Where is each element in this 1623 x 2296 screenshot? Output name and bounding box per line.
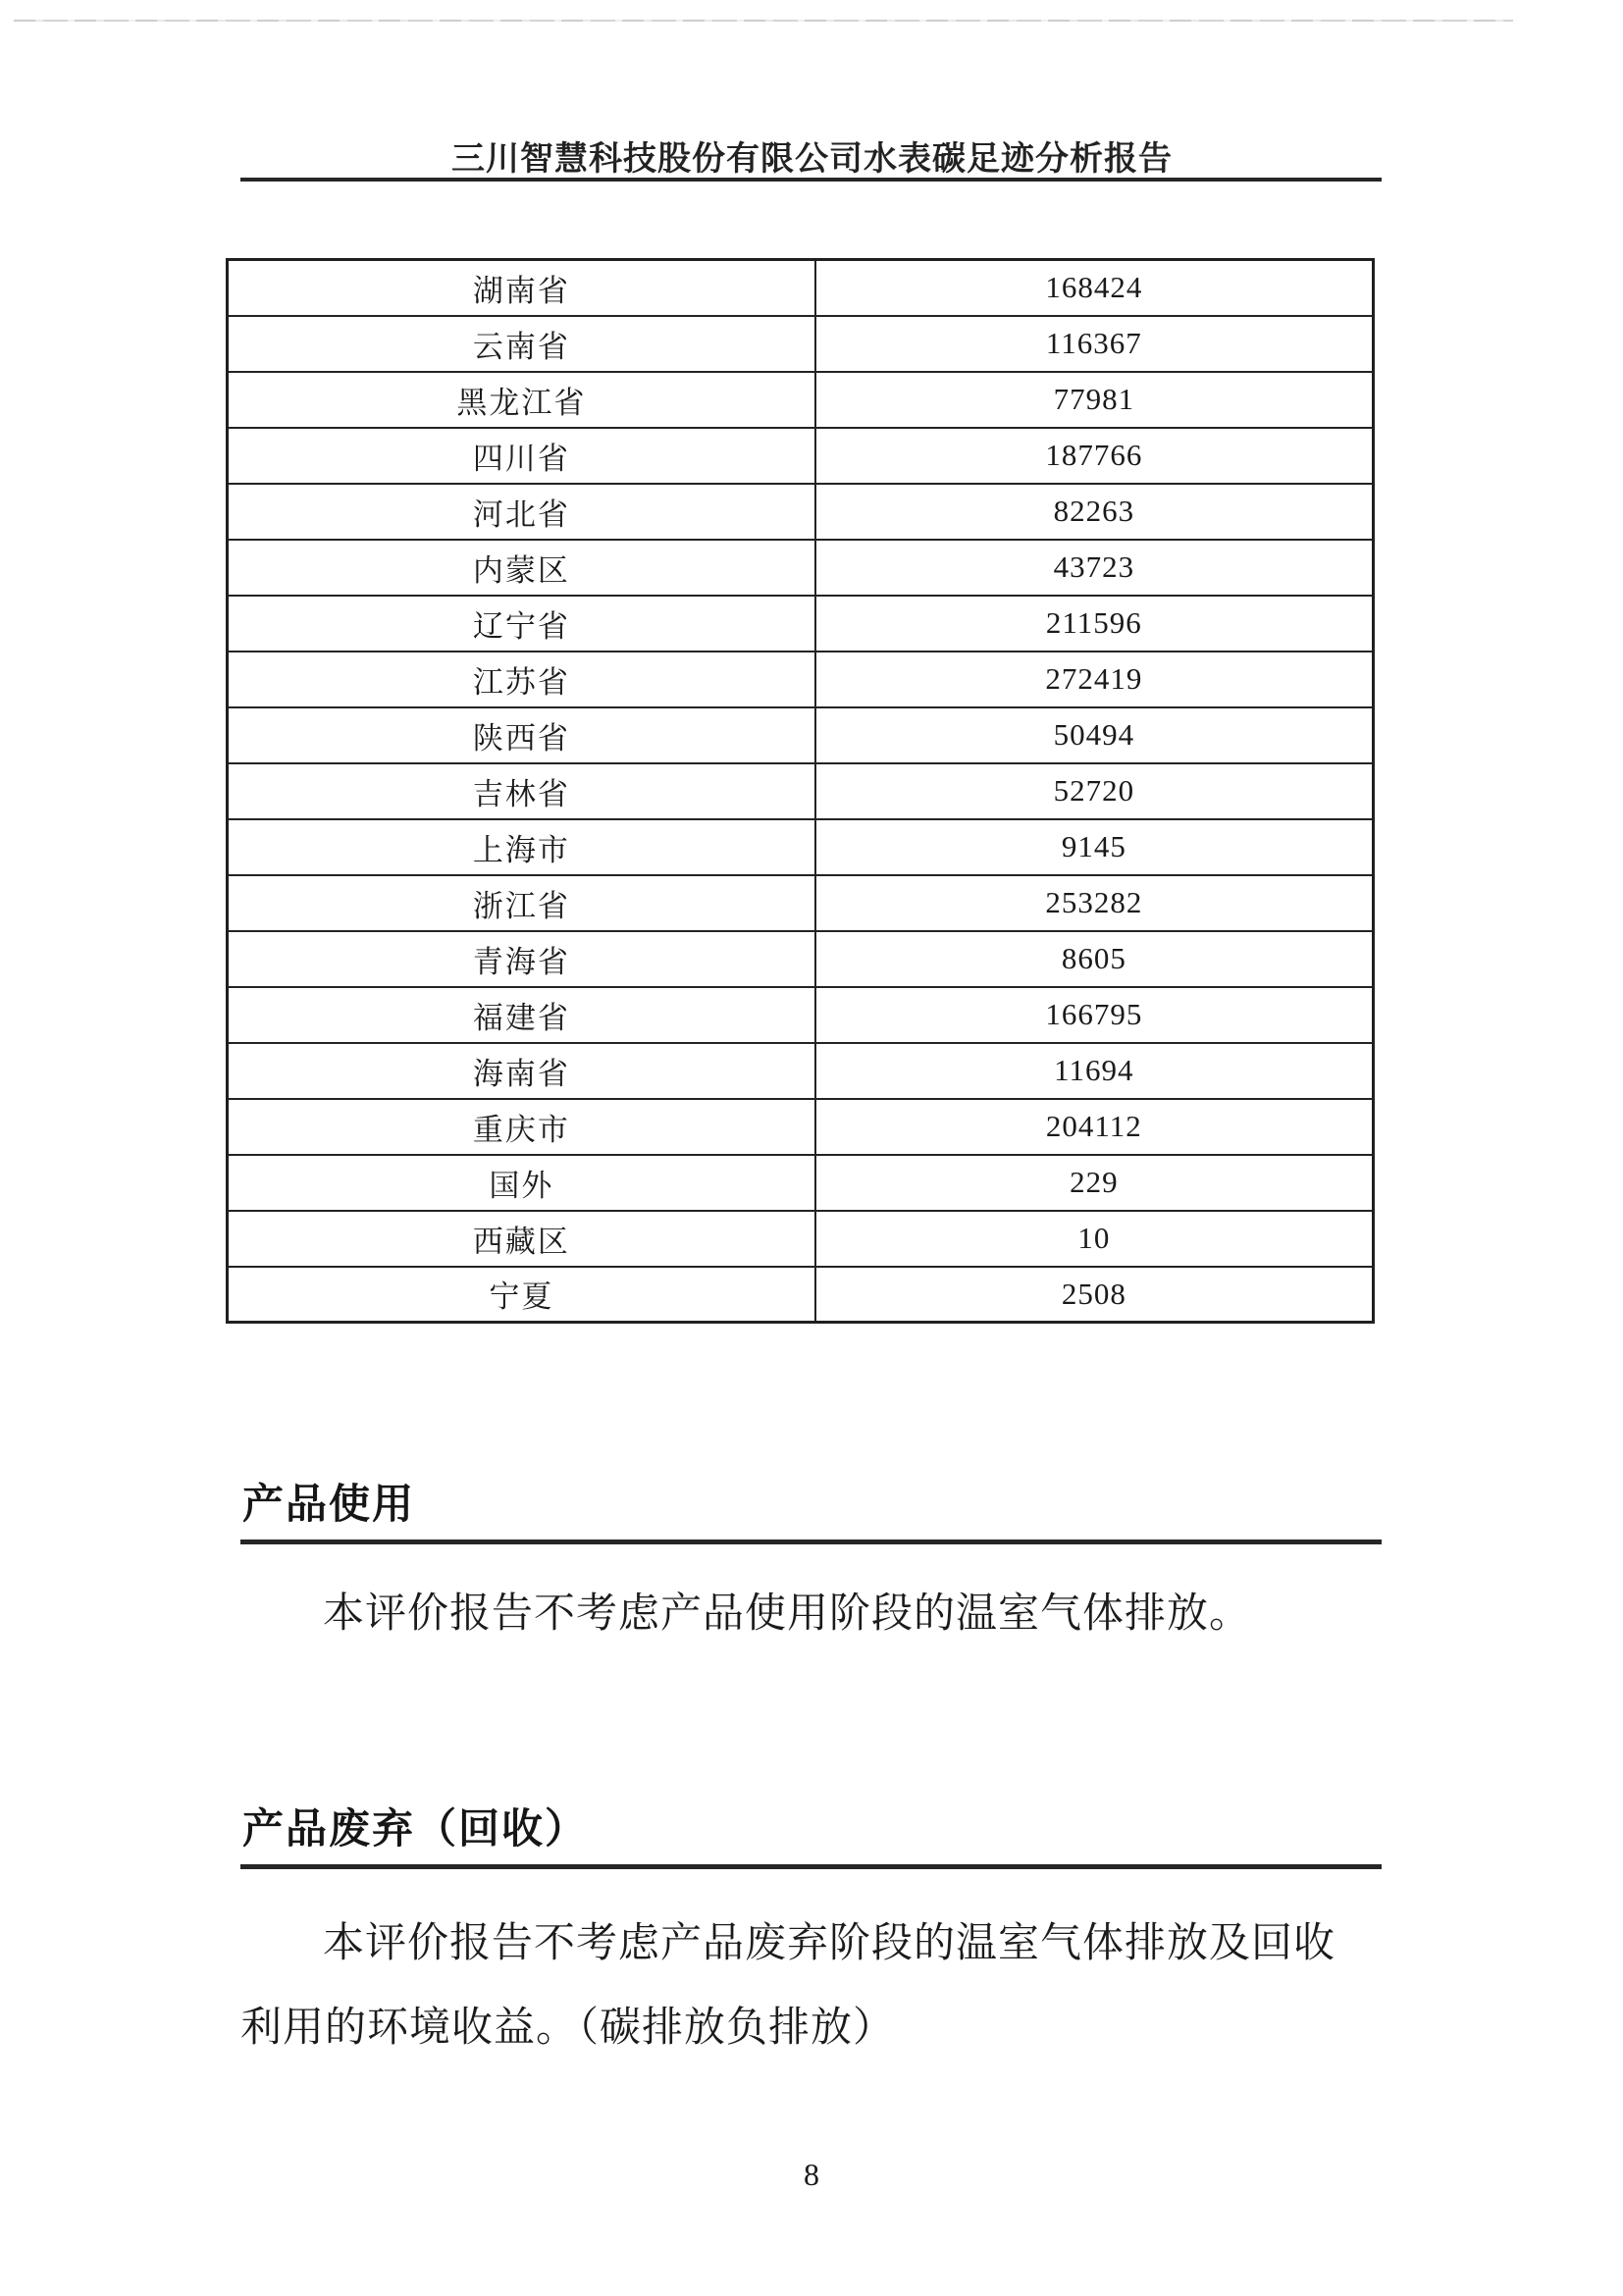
table-row [228, 707, 1374, 763]
region-cell: 上海市 [228, 819, 815, 875]
table-row [228, 484, 1374, 540]
table-row [228, 428, 1374, 484]
table-row [228, 1211, 1374, 1267]
region-cell: 云南省 [228, 316, 815, 372]
region-cell: 宁夏 [228, 1267, 815, 1323]
table-row [228, 652, 1374, 707]
value-cell: 52720 [815, 763, 1374, 819]
region-emissions-table [226, 258, 1375, 1324]
section-body-product-use: 本评价报告不考虑产品使用阶段的温室气体排放。 [323, 1592, 1252, 1637]
table-row [228, 316, 1374, 372]
region-cell: 四川省 [228, 428, 815, 484]
region-cell: 海南省 [228, 1043, 815, 1099]
scan-artifact-line [14, 20, 1513, 22]
region-cell: 内蒙区 [228, 540, 815, 596]
value-cell: 11694 [815, 1043, 1374, 1099]
value-cell: 50494 [815, 707, 1374, 763]
region-cell: 国外 [228, 1155, 815, 1211]
region-cell: 西藏区 [228, 1211, 815, 1267]
section-heading-product-use: 产品使用 [242, 1481, 416, 1527]
table-row [228, 540, 1374, 596]
table-row [228, 819, 1374, 875]
value-cell: 229 [815, 1155, 1374, 1211]
table-row [228, 1267, 1374, 1323]
section-divider [240, 1864, 1382, 1869]
region-cell: 河北省 [228, 484, 815, 540]
table-row [228, 875, 1374, 931]
value-cell: 187766 [815, 428, 1374, 484]
table-row [228, 987, 1374, 1043]
section-body-product-disposal: 本评价报告不考虑产品废弃阶段的温室气体排放及回收利用的环境收益。（碳排放负排放） [240, 1921, 1336, 2051]
region-cell: 辽宁省 [228, 596, 815, 652]
value-cell: 9145 [815, 819, 1374, 875]
table-row [228, 372, 1374, 428]
section-divider [240, 1539, 1382, 1544]
region-cell: 江苏省 [228, 652, 815, 707]
value-cell: 8605 [815, 931, 1374, 987]
value-cell: 168424 [815, 260, 1374, 316]
table-row [228, 763, 1374, 819]
value-cell: 82263 [815, 484, 1374, 540]
value-cell: 166795 [815, 987, 1374, 1043]
report-header-title: 三川智慧科技股份有限公司水表碳足迹分析报告 [451, 141, 1173, 178]
table-row [228, 1099, 1374, 1155]
value-cell: 272419 [815, 652, 1374, 707]
region-cell: 青海省 [228, 931, 815, 987]
value-cell: 204112 [815, 1099, 1374, 1155]
value-cell: 43723 [815, 540, 1374, 596]
value-cell: 253282 [815, 875, 1374, 931]
page-number: 8 [804, 2157, 819, 2192]
table-row [228, 1043, 1374, 1099]
value-cell: 10 [815, 1211, 1374, 1267]
table-row [228, 1155, 1374, 1211]
table-row [228, 596, 1374, 652]
region-cell: 重庆市 [228, 1099, 815, 1155]
value-cell: 211596 [815, 596, 1374, 652]
region-cell: 湖南省 [228, 260, 815, 316]
section-heading-product-disposal: 产品废弃（回收） [242, 1805, 589, 1852]
table-row [228, 931, 1374, 987]
value-cell: 116367 [815, 316, 1374, 372]
region-cell: 浙江省 [228, 875, 815, 931]
value-cell: 2508 [815, 1267, 1374, 1323]
table-row [228, 260, 1374, 316]
region-cell: 吉林省 [228, 763, 815, 819]
region-cell: 陕西省 [228, 707, 815, 763]
value-cell: 77981 [815, 372, 1374, 428]
region-cell: 福建省 [228, 987, 815, 1043]
region-cell: 黑龙江省 [228, 372, 815, 428]
header-divider [240, 178, 1382, 182]
